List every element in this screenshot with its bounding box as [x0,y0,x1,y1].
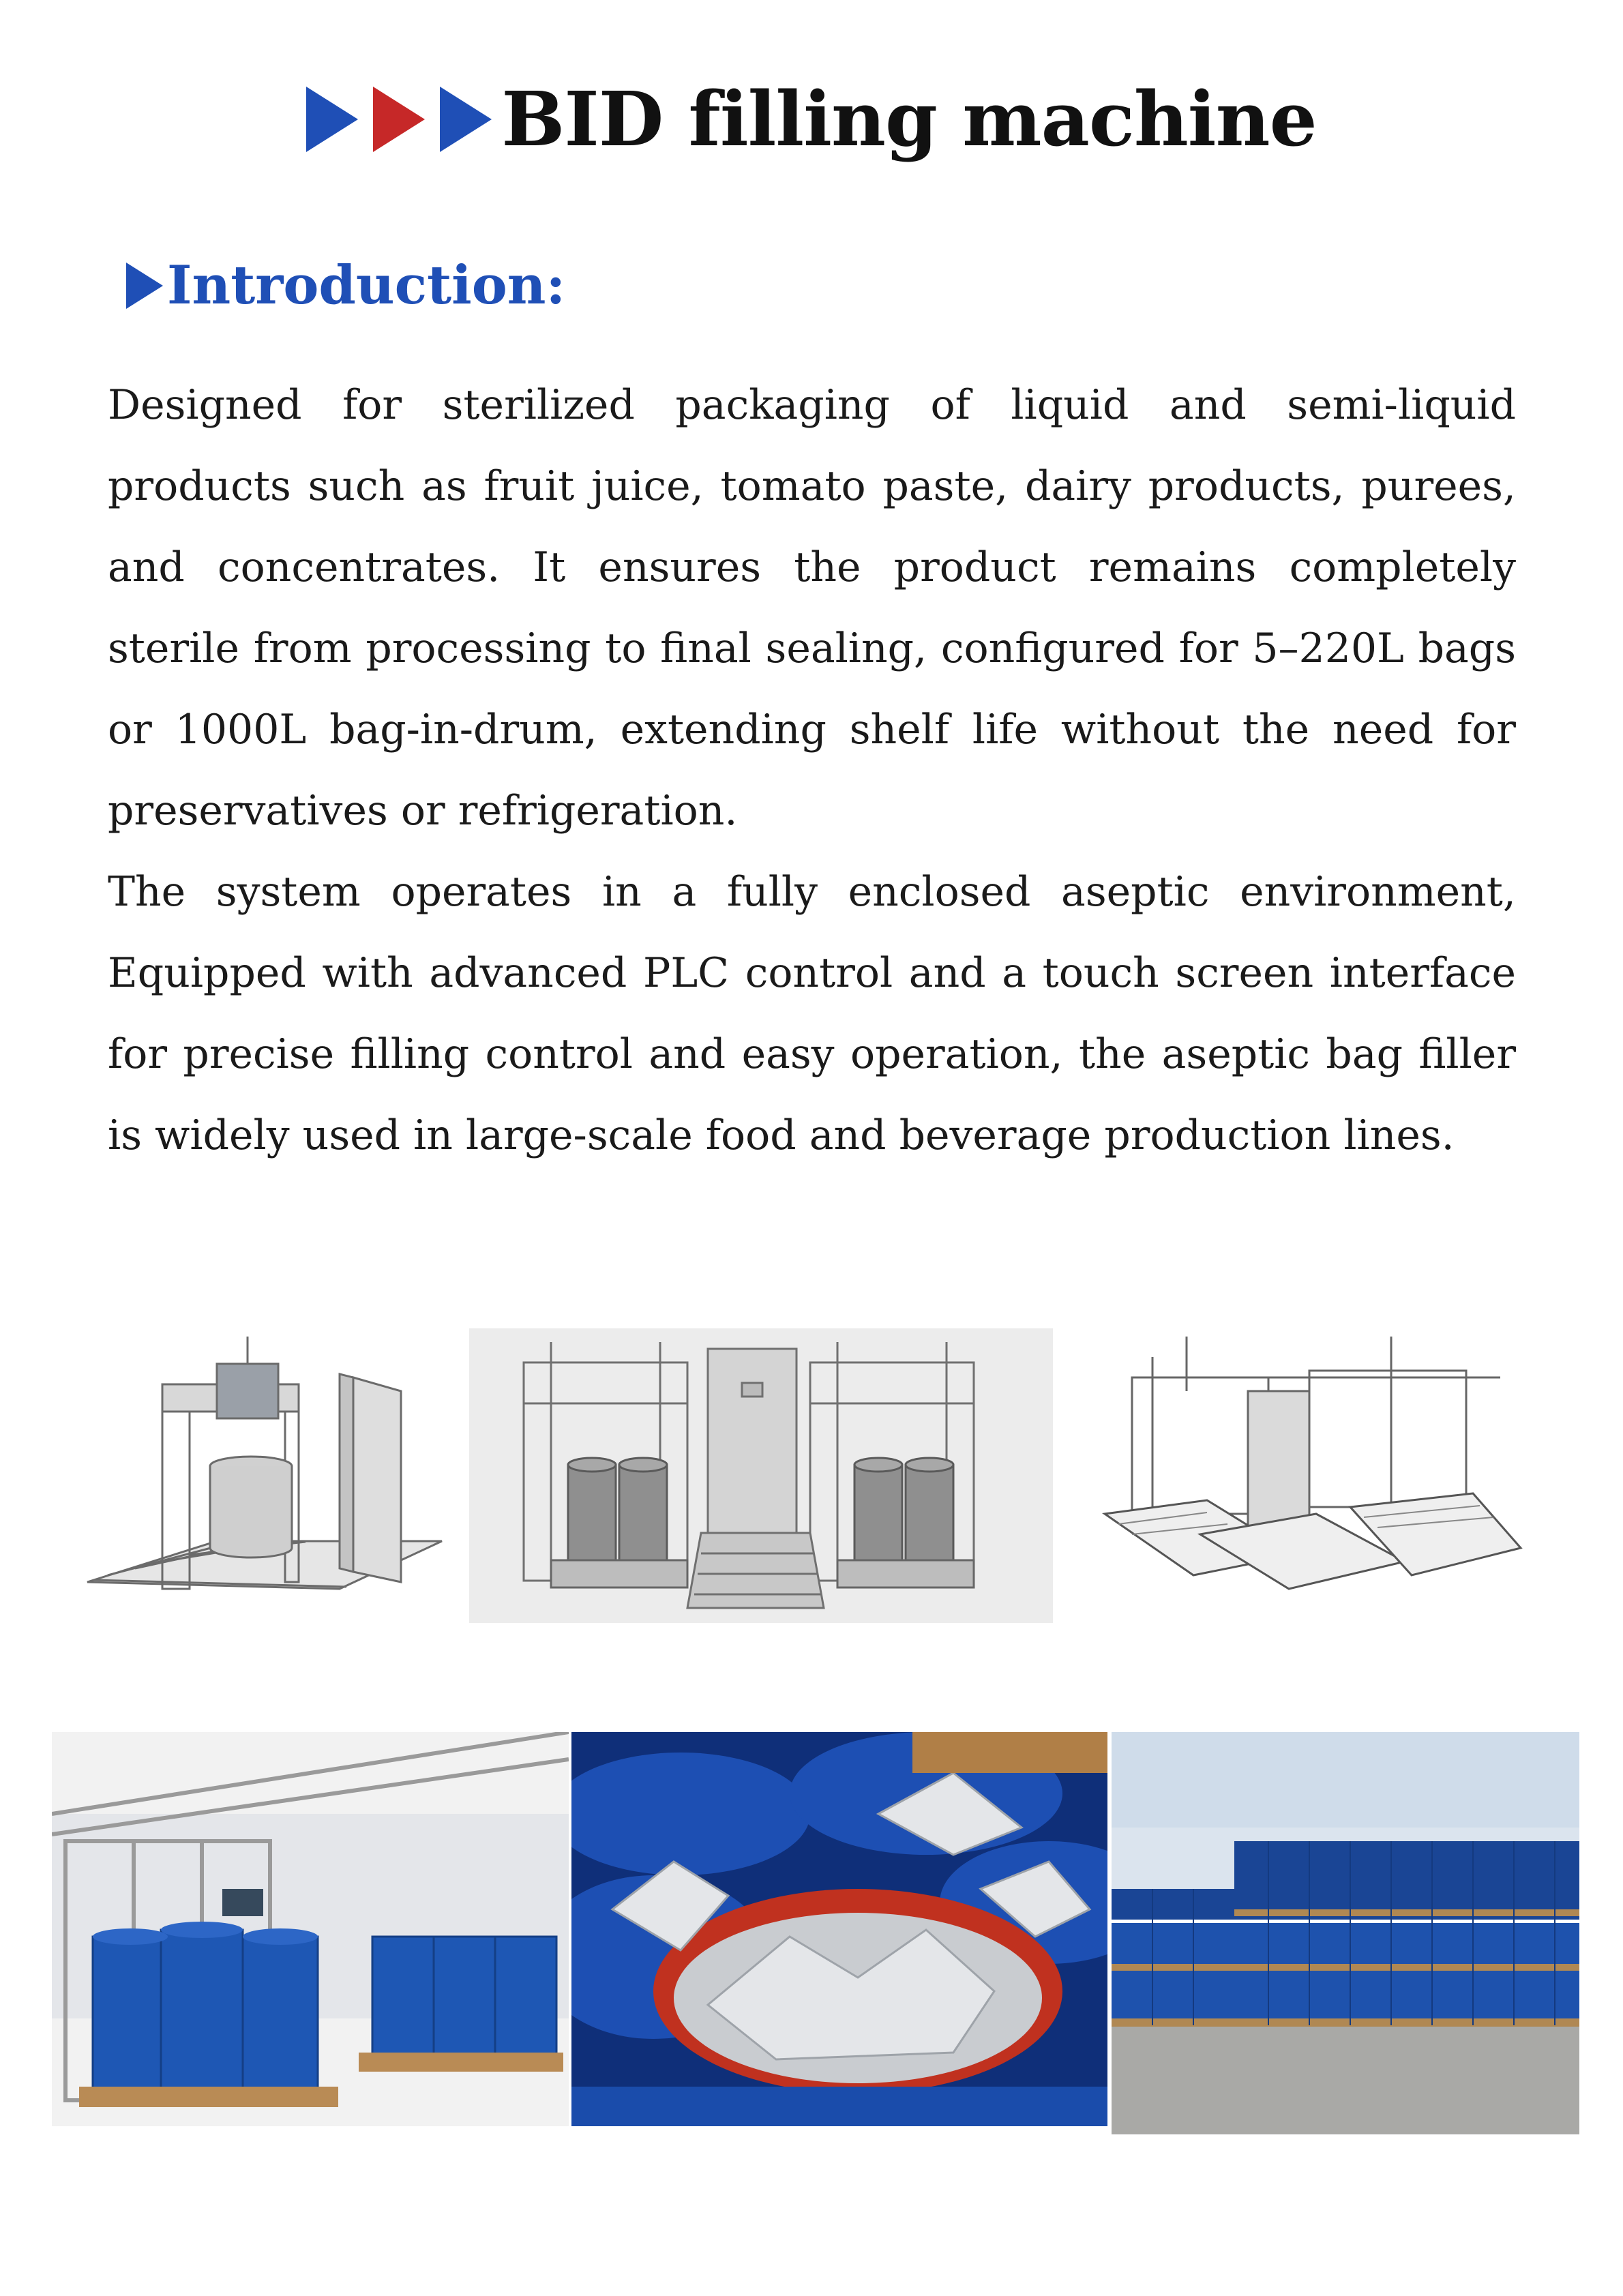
triangle-arrow-icon [126,263,163,309]
drum-bags-photo-image [571,1732,1107,2126]
machine-render-image-line [1091,1330,1528,1616]
drum-storage-photo-image [1112,1732,1579,2134]
triangle-arrow-icon [306,87,358,152]
machine-render-image-double [469,1328,1053,1623]
section-heading [126,254,566,316]
machine-render-image-single [80,1337,449,1637]
page-header [0,75,1623,163]
intro-paragraph: The system operates in a fully enclosed aseptic environment, Equipped with advanced PLC control and a touch screen interface for precise filling control and easy operation, the aseptic bag filler is widely used in large-scale food and beverage production lines. [108,868,1516,1159]
page-title: BID filling machine [501,75,1317,163]
machine-photo-image [52,1732,569,2126]
triangle-arrow-icon [373,87,425,152]
triangle-arrow-icon [440,87,492,152]
intro-paragraph: Designed for sterilized packaging of liquid and semi-liquid products such as fruit juice, tomato paste, dairy products, purees, and concentrates. It ensures the product remains completely sterile from processing to final sealing, configured for 5–220L bags or 1000L bag-in-drum, extending shelf life without the need for preservatives or refrigeration. [108,381,1516,835]
section-title: Introduction: [167,254,566,316]
intro-body [108,365,1516,1176]
